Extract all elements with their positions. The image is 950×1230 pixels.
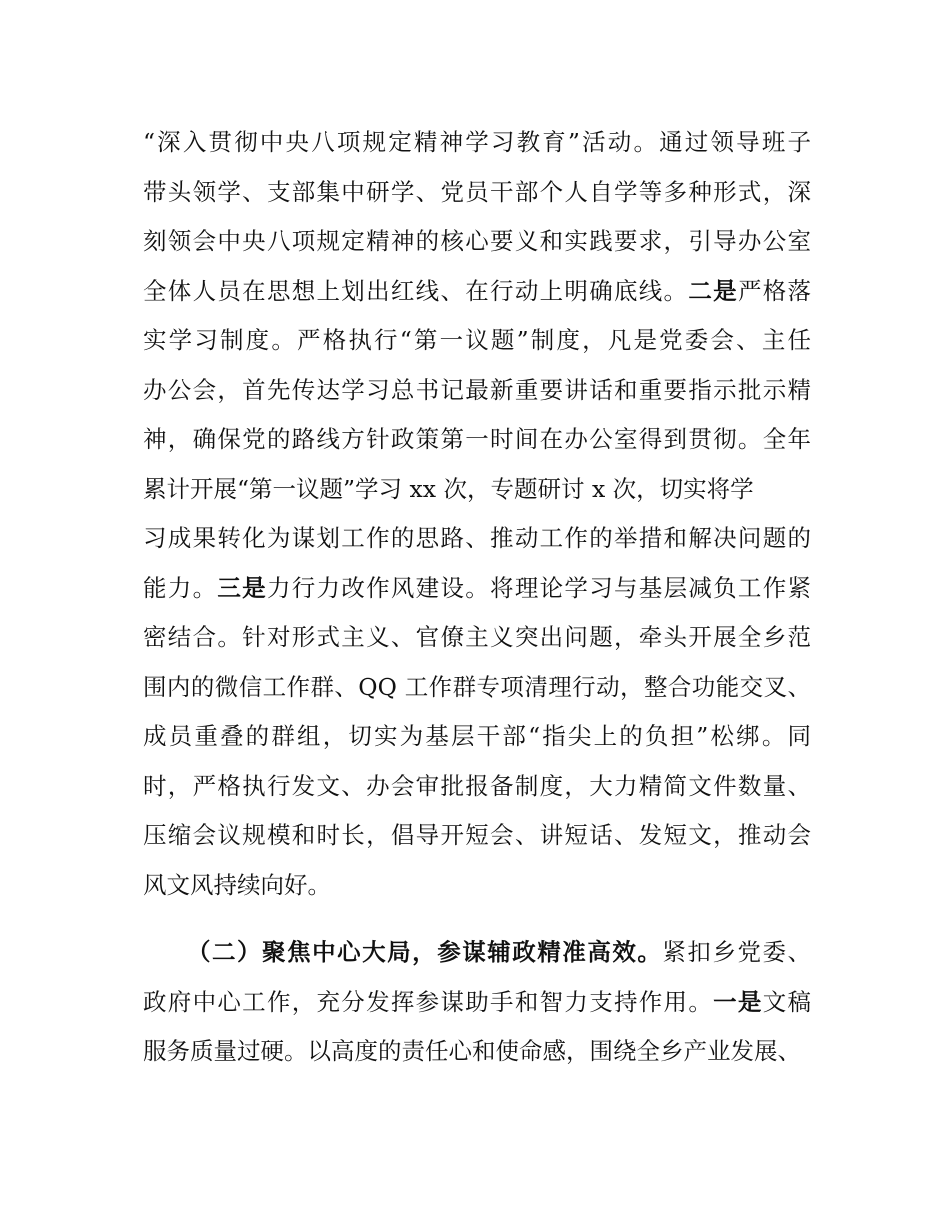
text-line [143,465,811,515]
text-segment: 刻领会中央八项规定精神的核心要义和实践要求，引导办公室 [143,227,811,255]
bold-text-segment: 一是 [713,987,763,1016]
text-segment: 全体人员在思想上划出红线、在行动上明确底线。 [143,276,689,305]
text-line [143,928,811,978]
text-line [143,217,811,267]
text-segment: 成员重叠的群组，切实为基层干部“指尖上的负担”松绑。同 [143,722,811,750]
text-segment: 带头领学、支部集中研学、党员干部个人自学等多种形式，深 [143,177,811,206]
bold-text-segment: 二是 [688,276,738,305]
text-line [143,811,811,861]
paragraph-1 [143,118,811,910]
text-segment: 累计开展“第一议题”学习 xx 次，专题研讨 x 次，切实将学 [143,474,754,503]
text-segment: 实学习制度。严格执行“第一议题”制度，凡是党委会、主任 [143,326,811,354]
text-segment: 力行力改作风建设。将理论学习与基层减负工作紧 [266,573,812,602]
text-segment: 神，确保党的路线方针政策第一时间在办公室得到贯彻。全年 [143,425,811,453]
text-segment: 风文风持续向好。 [143,870,331,899]
text-line [143,118,811,168]
text-segment: 文稿 [762,987,812,1016]
text-line [143,514,811,564]
text-line [143,316,811,366]
text-segment: 紧扣乡党委、 [662,938,812,966]
bold-text-segment: （二）聚焦中心大局，参谋辅政精准高效。 [187,938,663,966]
text-line [143,267,811,317]
text-line [143,861,811,911]
text-line [143,168,811,218]
text-segment: “深入贯彻中央八项规定精神学习教育”活动。通过领导班子 [143,128,811,156]
text-line [143,613,811,663]
text-line [143,762,811,812]
text-line [143,1027,811,1077]
text-line [143,712,811,762]
bold-text-segment: 三是 [217,573,267,602]
text-segment: 服务质量过硬。以高度的责任心和使命感，围绕全乡产业发展、 [143,1037,801,1065]
text-line [143,366,811,416]
text-segment: 办公会，首先传达学习总书记最新重要讲话和重要指示批示精 [143,375,811,404]
paragraph-2 [143,928,811,1077]
text-segment: 习成果转化为谋划工作的思路、推动工作的举措和解决问题的 [143,524,811,552]
text-line [143,564,811,614]
text-segment: 能力。 [143,573,218,602]
text-segment: 压缩会议规模和时长，倡导开短会、讲短话、发短文，推动会 [143,821,811,849]
text-segment: 密结合。针对形式主义、官僚主义突出问题，牵头开展全乡范 [143,623,811,651]
text-segment: 时，严格执行发文、办会审批报备制度，大力精简文件数量、 [143,771,811,800]
text-line [143,663,811,713]
text-segment: 政府中心工作，充分发挥参谋助手和智力支持作用。 [143,987,714,1016]
text-segment: 严格落 [737,276,812,305]
text-line [143,415,811,465]
text-line [143,978,811,1028]
text-segment: 围内的微信工作群、QQ 工作群专项清理行动，整合功能交叉、 [143,672,811,701]
